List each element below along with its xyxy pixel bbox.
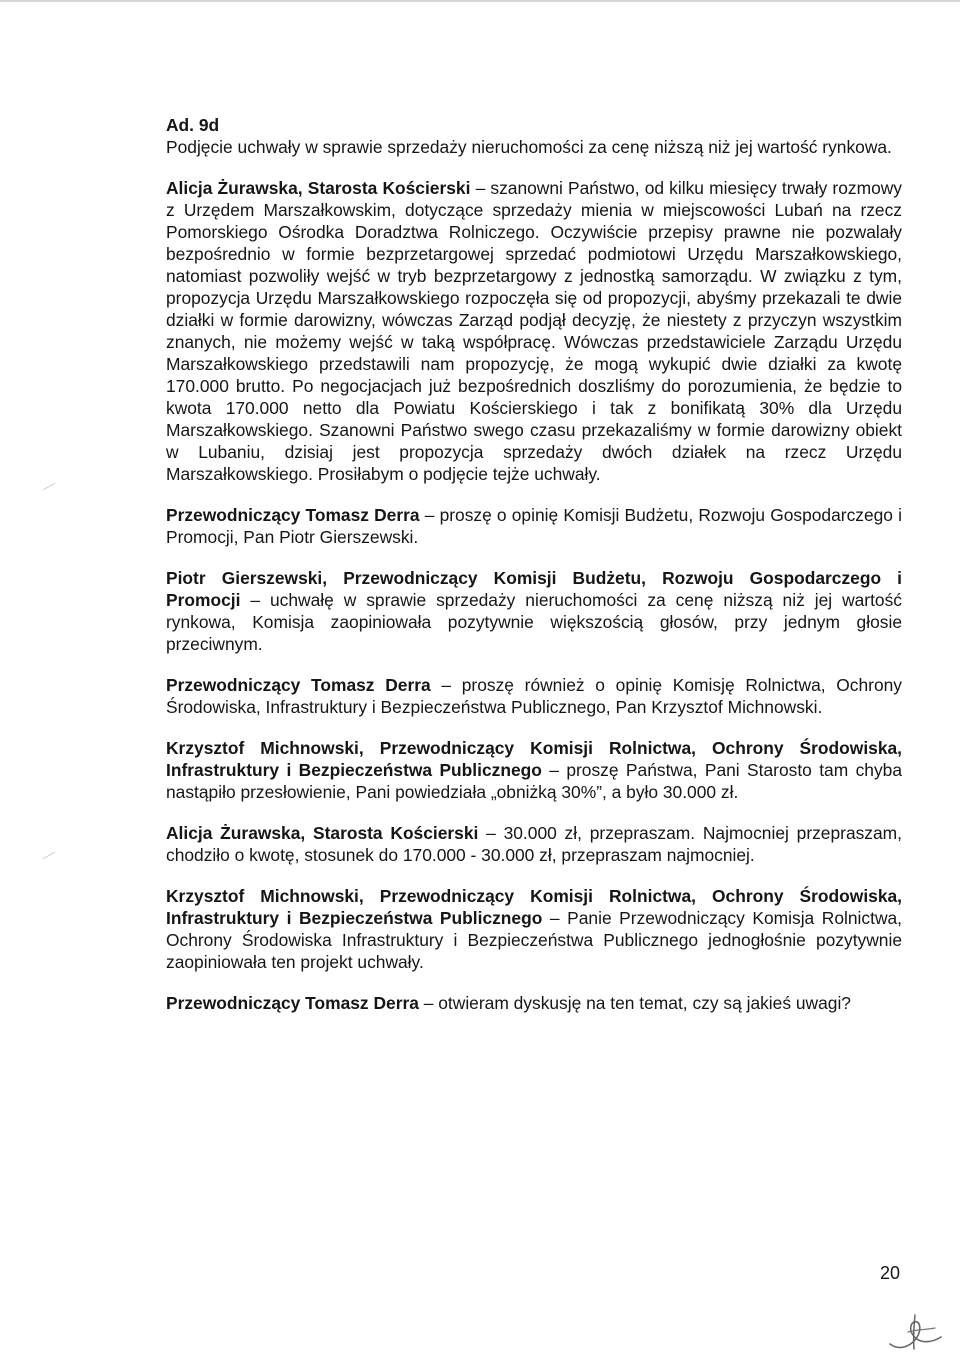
agenda-item-heading: Ad. 9d — [166, 115, 220, 135]
speaker-name: Przewodniczący Tomasz Derra — [166, 505, 420, 525]
agenda-item — [166, 114, 902, 158]
speaker-name: Krzysztof Michnowski, Przewodniczący Komisji Rolnictwa, Ochrony Środowiska, Infrastruktury i Bezpieczeństwa Publicznego — [166, 738, 902, 780]
statement-text: – proszę Państwa, Pani Starosto tam chyba nastąpiło przesłowienie, Pani powiedziała „obniżką 30%”, a było 30.000 zł. — [166, 760, 902, 802]
statement-text: – proszę o opinię Komisji Budżetu, Rozwoju Gospodarczego i Promocji, Pan Piotr Gierszewski. — [166, 505, 902, 547]
statement-text: – otwieram dyskusję na ten temat, czy są jakieś uwagi? — [423, 993, 851, 1013]
agenda-item-subject: Podjęcie uchwały w sprawie sprzedaży nieruchomości za cenę niższą niż jej wartość rynkowa. — [166, 137, 892, 157]
statement-text: – proszę również o opinię Komisję Rolnictwa, Ochrony Środowiska, Infrastruktury i Bezpieczeństwa Publicznego, Pan Krzysztof Michnowski. — [166, 675, 902, 717]
speaker-name: Alicja Żurawska, Starosta Kościerski — [166, 823, 479, 843]
statement-text: – uchwałę w sprawie sprzedaży nieruchomości za cenę niższą niż jej wartość rynkowa, Komisja zaopiniowała pozytywnie większością głosów, przy jednym głosie przeciwnym. — [166, 590, 902, 654]
statement-derra-discussion — [166, 992, 902, 1014]
speaker-name: Przewodniczący Tomasz Derra — [166, 675, 431, 695]
statement-michnowski-agriculture-opinion — [166, 885, 902, 973]
scan-mark — [43, 483, 56, 490]
handwritten-initials-icon — [886, 1310, 948, 1354]
statement-text: – 30.000 zł, przepraszam. Najmocniej przepraszam, chodziło o kwotę, stosunek do 170.000 - 30.000 zł, przepraszam najmocniej. — [166, 823, 902, 865]
scan-mark — [43, 852, 56, 859]
statement-text: – szanowni Państwo, od kilku miesięcy trwały rozmowy z Urzędem Marszałkowskim, dotyczące sprzedaży mienia w miejscowości Lubań na rzecz Pomorskiego Ośrodka Doradztwa Rolniczego. Oczywiście przepisy prawne nie pozwalały bezpośrednio w formie bezprzetargowej sprzedać podmiotowi Urzędu Marszałkowskiego, natomiast pozwoliły wejść w tryb bezprzetargowy z jednostką samorządu. W związku z tym, propozycja Urzędu Marszałkowskiego rozpoczęła się od propozycji, abyśmy przekazali te dwie działki w formie darowizny, wówczas Zarząd podjął decyzję, że niestety z przyczyn wszystkim znanych, nie możemy wejść w taką współpracę. Wówczas przedstawiciele Zarządu Urzędu Marszałkowskiego przedstawili nam propozycję, że mogą wykupić dwie działki za kwotę 170.000 brutto. Po negocjacjach już bezpośrednich doszliśmy do porozumienia, że będzie to kwota 170.000 netto dla Powiatu Kościerskiego i tak z bonifikatą 30% dla Urzędu Marszałkowskiego. Szanowni Państwo swego czasu przekazaliśmy w formie darowizny obiekt w Lubaniu, dzisiaj jest propozycja sprzedaży dwóch działek na rzecz Urzędu Marszałkowskiego. Prosiłabym o podjęcie tejże uchwały. — [166, 178, 902, 484]
speaker-name: Piotr Gierszewski, Przewodniczący Komisji Budżetu, Rozwoju Gospodarczego i Promocji — [166, 568, 902, 610]
statement-derra-agriculture-opinion — [166, 674, 902, 718]
statement-gierszewski-budget-opinion — [166, 567, 902, 655]
speaker-name: Krzysztof Michnowski, Przewodniczący Komisji Rolnictwa, Ochrony Środowiska, Infrastruktury i Bezpieczeństwa Publicznego — [166, 886, 902, 928]
statement-derra-budget-opinion — [166, 504, 902, 548]
statement-michnowski-correction — [166, 737, 902, 803]
document-page-content — [166, 114, 902, 1014]
statement-text: – Panie Przewodniczący Komisja Rolnictwa, Ochrony Środowiska Infrastruktury i Bezpieczeństwa Publicznego jednogłośnie pozytywnie zaopiniowała ten projekt uchwały. — [166, 908, 903, 972]
page-number: 20 — [880, 1263, 901, 1283]
speaker-name: Przewodniczący Tomasz Derra — [166, 993, 419, 1013]
speaker-name: Alicja Żurawska, Starosta Kościerski — [166, 178, 471, 198]
statement-zurawska-correction — [166, 822, 902, 866]
scan-top-edge — [0, 0, 960, 2]
statement-zurawska-intro — [166, 177, 902, 485]
